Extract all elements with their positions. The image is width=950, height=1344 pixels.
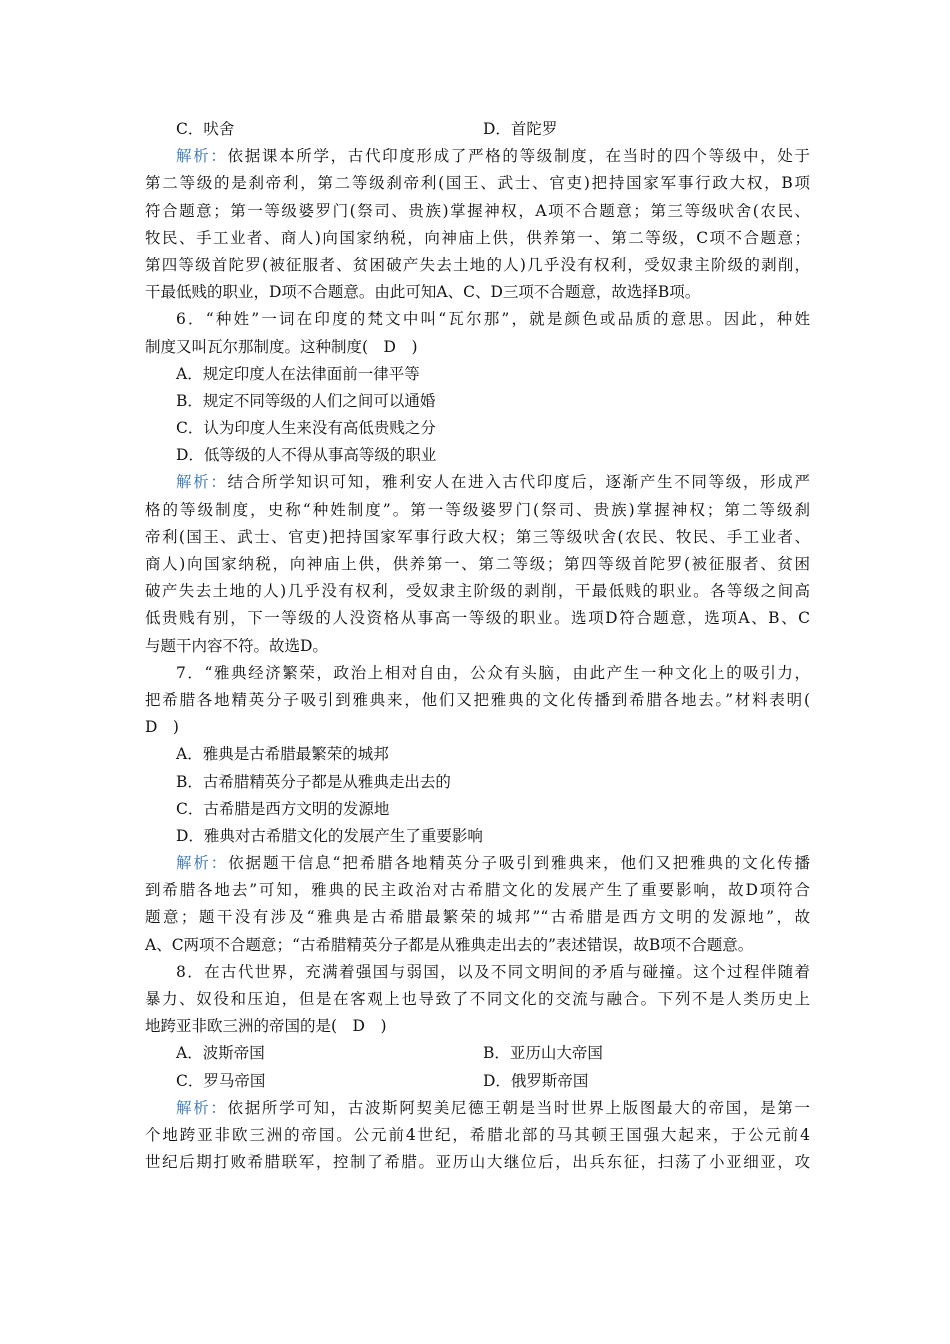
option-c: C．认为印度人生来没有高低贵贱之分 [176, 419, 436, 438]
question-7: 7．“雅典经济繁荣，政治上相对自由，公众有头脑，由此产生一种文化上的吸引力， 把希腊各地精英分子吸引到雅典来，他们又把雅典的文化传播到希腊各地去。”材料表明( D ) A．雅典是古希腊最繁荣的城邦 B．古希腊精英分子都是从雅典走出去的 C．古希腊是西方文明的发源地 D．雅典对古希腊文化的发展产生了重要影响 [145, 660, 810, 850]
question-8: 8．在古代世界，充满着强国与弱国，以及不同文明间的矛盾与碰撞。这个过程伴随着 暴力、奴役和压迫，但是在客观上也导致了不同文化的交流与融合。下列不是人类历史上 地跨亚非欧三洲的帝国的是( D ) A．波斯帝国 B．亚历山大帝国 C．罗马帝国 D．俄罗斯帝国 [145, 959, 810, 1095]
question-8-stem: 8．在古代世界，充满着强国与弱国，以及不同文明间的矛盾与碰撞。这个过程伴随着 [176, 962, 810, 981]
option-a: A．规定印度人在法律面前一律平等 [176, 364, 420, 383]
analysis-label: 解析： [176, 473, 228, 492]
analysis-6: 解析：结合所学知识可知，雅利安人在进入古代印度后，逐渐产生不同等级，形成严 格的等级制度，史称“种姓制度”。第一等级婆罗门(祭司、贵族)掌握神权；第二等级刹 帝利(国王、武士、官吏)把持国家军事行政大权；第三等级吠舍(农民、牧民、手工业者、 商人)向国家纳税，向神庙上供，供养第一、第二等级；第四等级首陀罗(被征服者、贫困 破产失去土地的人)几乎没有权利，受奴隶主阶级的剥削，干最低贱的职业。各等级之间高 低贵贱有别，下一等级的人没资格从事高一等级的职业。选项D符合题意，选项A、B、C 与题干内容不符。故选D。 [145, 473, 810, 655]
question-7-stem: 7．“雅典经济繁荣，政治上相对自由，公众有头脑，由此产生一种文化上的吸引力， [176, 663, 810, 682]
question-6: 6．“种姓”一词在印度的梵文中叫“瓦尔那”，就是颜色或品质的意思。因此，种姓 制度又叫瓦尔那制度。这种制度( D ) A．规定印度人在法律面前一律平等 B．规定不同等级的人们之间可以通婚 C．认为印度人生来没有高低贵贱之分 D．低等级的人不得从事高等级的职业 [145, 306, 810, 469]
prev-question-options-cd [145, 116, 810, 143]
option-c: C．吠舍 [176, 120, 235, 138]
document-page [145, 116, 810, 1176]
option-a: A．波斯帝国 [176, 1044, 265, 1063]
option-d: D．低等级的人不得从事高等级的职业 [176, 446, 437, 465]
option-b: B．规定不同等级的人们之间可以通婚 [176, 391, 436, 410]
question-6-stem: 6．“种姓”一词在印度的梵文中叫“瓦尔那”，就是颜色或品质的意思。因此，种姓 [176, 310, 810, 329]
analysis-8: 解析：依据所学可知，古波斯阿契美尼德王朝是当时世界上版图最大的帝国，是第一 个地跨亚非欧三洲的帝国。公元前4世纪，希腊北部的马其顿王国强大起来，于公元前4 世纪后期打败希腊联军，控制了希腊。亚历山大继位后，出兵东征，扫荡了小亚细亚，攻 [145, 1098, 810, 1172]
analysis-label: 解析： [176, 147, 228, 166]
option-b: B．古希腊精英分子都是从雅典走出去的 [176, 772, 451, 791]
option-b: B．亚历山大帝国 [483, 1044, 603, 1063]
option-d: D．首陀罗 [483, 120, 558, 138]
analysis-label: 解析： [176, 854, 229, 873]
option-a: A．雅典是古希腊最繁荣的城邦 [176, 745, 389, 764]
option-c: C．罗马帝国 [176, 1071, 266, 1090]
analysis-7: 解析：依据题干信息“把希腊各地精英分子吸引到雅典来，他们又把雅典的文化传播 到希腊各地去”可知，雅典的民主政治对古希腊文化的发展产生了重要影响，故D项符合 题意；题干没有涉及“雅典是古希腊最繁荣的城邦”“古希腊是西方文明的发源地”，故 A、C两项不合题意；“古希腊精英分子都是从雅典走出去的”表述错误，故B项不合题意。 [145, 854, 810, 954]
option-d: D．雅典对古希腊文化的发展产生了重要影响 [176, 826, 483, 845]
analysis-label: 解析： [176, 1098, 228, 1117]
analysis-5: 解析：依据课本所学，古代印度形成了严格的等级制度，在当时的四个等级中，处于 第二等级的是刹帝利，第二等级刹帝利(国王、武士、官吏)把持国家军事行政大权，B项 符合题意；第一等级婆罗门(祭司、贵族)掌握神权，A项不合题意；第三等级吠舍(农民、 牧民、手工业者、商人)向国家纳税，向神庙上供，供养第一、第二等级，C项不合题意； 第四等级首陀罗(被征服者、贫困破产失去土地的人)几乎没有权利，受奴隶主阶级的剥削， 干最低贱的职业，D项不合题意。由此可知A、C、D三项不合题意，故选择B项。 [145, 147, 810, 302]
option-c: C．古希腊是西方文明的发源地 [176, 799, 390, 818]
option-d: D．俄罗斯帝国 [483, 1071, 589, 1090]
